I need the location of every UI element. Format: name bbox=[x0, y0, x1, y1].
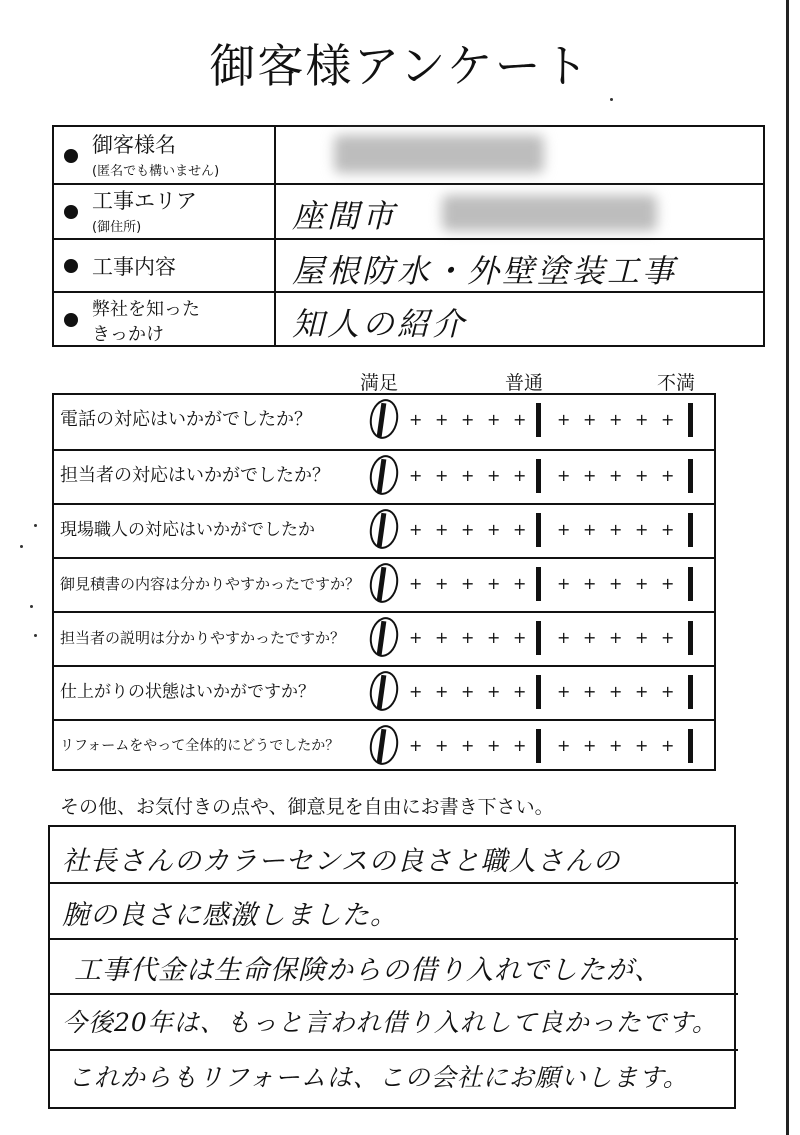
scale-tick-mark[interactable]: + bbox=[461, 520, 475, 539]
scale-tick-mark[interactable]: + bbox=[435, 736, 449, 755]
scale-tick-mark[interactable]: + bbox=[513, 682, 527, 701]
scale-bar-normal[interactable] bbox=[536, 729, 541, 763]
scale-tick-mark[interactable]: + bbox=[435, 410, 449, 429]
scale-tick-mark[interactable]: + bbox=[583, 574, 597, 593]
scale-tick-mark[interactable]: + bbox=[661, 628, 675, 647]
scale-tick-mark[interactable]: + bbox=[435, 466, 449, 485]
scale-tick-mark[interactable]: + bbox=[635, 574, 649, 593]
scale-bar-normal[interactable] bbox=[536, 621, 541, 655]
scale-bar-normal[interactable] bbox=[536, 403, 541, 437]
question-text: 仕上がりの状態はいかがですか？ bbox=[60, 682, 315, 702]
scale-tick-mark[interactable]: + bbox=[661, 736, 675, 755]
scale-tick-mark[interactable]: + bbox=[487, 736, 501, 755]
info-sublabel: きっかけ bbox=[92, 324, 164, 345]
bullet-icon bbox=[64, 205, 78, 219]
scale-tick-mark[interactable]: + bbox=[635, 410, 649, 429]
scan-speck bbox=[610, 98, 613, 101]
scale-tick-mark[interactable]: + bbox=[513, 520, 527, 539]
question-text: 御見積書の内容は分かりやすかったですか？ bbox=[60, 575, 361, 593]
scale-tick-mark[interactable]: + bbox=[557, 520, 571, 539]
info-label: 工事エリア bbox=[92, 189, 197, 213]
info-row-area bbox=[54, 183, 763, 238]
scan-edge-line bbox=[786, 0, 789, 1135]
scale-tick-mark[interactable]: + bbox=[635, 466, 649, 485]
rating-row bbox=[54, 449, 714, 503]
handwritten-area: 座間市 bbox=[292, 197, 398, 235]
scale-tick-mark[interactable]: + bbox=[557, 466, 571, 485]
question-text: リフォームをやって全体的にどうでしたか？ bbox=[60, 738, 340, 754]
rating-row bbox=[54, 395, 714, 449]
info-label-cell bbox=[54, 127, 276, 183]
info-label-cell bbox=[54, 293, 276, 345]
ruled-line bbox=[48, 993, 738, 995]
rating-row bbox=[54, 557, 714, 611]
scale-label-unsatisfied: 不満 bbox=[657, 372, 696, 394]
comment-prompt: その他、お気付きの点や、御意見を自由にお書き下さい。 bbox=[60, 796, 554, 818]
scale-tick-mark[interactable]: + bbox=[513, 628, 527, 647]
rating-table bbox=[52, 393, 716, 771]
question-text: 現場職人の対応はいかがでしたか bbox=[60, 520, 315, 540]
rating-row bbox=[54, 503, 714, 557]
redacted-address bbox=[442, 195, 657, 231]
scale-tick-mark[interactable]: + bbox=[487, 520, 501, 539]
comment-line: 腕の良さに感激しました。 bbox=[62, 900, 398, 931]
scale-bar-unsatisfied[interactable] bbox=[688, 459, 693, 493]
scale-bar-unsatisfied[interactable] bbox=[688, 567, 693, 601]
scale-tick-mark[interactable]: + bbox=[583, 466, 597, 485]
bullet-icon bbox=[64, 259, 78, 273]
scale-tick-mark[interactable]: + bbox=[609, 466, 623, 485]
scale-tick-mark[interactable]: + bbox=[609, 574, 623, 593]
ruled-line bbox=[48, 938, 738, 940]
scale-tick-mark[interactable]: + bbox=[409, 682, 423, 701]
info-row-source bbox=[54, 291, 763, 345]
question-text: 電話の対応はいかがでしたか？ bbox=[60, 409, 312, 430]
scale-tick-mark[interactable]: + bbox=[487, 574, 501, 593]
scan-speck bbox=[30, 605, 33, 608]
scale-tick-mark[interactable]: + bbox=[635, 520, 649, 539]
info-label-cell bbox=[54, 185, 276, 238]
info-sublabel: (匿名でも構いません) bbox=[92, 164, 220, 179]
comment-line: 工事代金は生命保険からの借り入れでしたが、 bbox=[74, 955, 662, 986]
scale-tick-mark[interactable]: + bbox=[661, 466, 675, 485]
info-sublabel: (御住所) bbox=[92, 220, 142, 235]
scale-tick-mark[interactable]: + bbox=[661, 410, 675, 429]
ruled-line bbox=[48, 1049, 738, 1051]
info-label: 工事内容 bbox=[92, 255, 176, 279]
scale-tick-mark[interactable]: + bbox=[513, 410, 527, 429]
scan-speck bbox=[34, 524, 37, 527]
scale-bar-normal[interactable] bbox=[536, 567, 541, 601]
scale-tick-mark[interactable]: + bbox=[609, 736, 623, 755]
scale-tick-mark[interactable]: + bbox=[461, 682, 475, 701]
scale-tick-mark[interactable]: + bbox=[635, 628, 649, 647]
scale-tick-mark[interactable]: + bbox=[609, 628, 623, 647]
scale-tick-mark[interactable]: + bbox=[583, 410, 597, 429]
scale-tick-mark[interactable]: + bbox=[661, 574, 675, 593]
info-label-cell bbox=[54, 240, 276, 291]
scale-tick-mark[interactable]: + bbox=[435, 574, 449, 593]
scale-label-satisfied: 満足 bbox=[360, 372, 399, 394]
scale-tick-mark[interactable]: + bbox=[661, 520, 675, 539]
scan-speck bbox=[34, 634, 37, 637]
rating-row bbox=[54, 719, 714, 773]
scale-tick-mark[interactable]: + bbox=[461, 410, 475, 429]
scale-tick-mark[interactable]: + bbox=[435, 682, 449, 701]
scale-tick-mark[interactable]: + bbox=[557, 682, 571, 701]
scale-tick-mark[interactable]: + bbox=[583, 520, 597, 539]
scale-bar-normal[interactable] bbox=[536, 513, 541, 547]
info-label: 御客様名 bbox=[92, 133, 176, 157]
scale-tick-mark[interactable]: + bbox=[635, 682, 649, 701]
rating-row bbox=[54, 665, 714, 719]
scale-tick-mark[interactable]: + bbox=[513, 574, 527, 593]
handwritten-source: 知人の紹介 bbox=[292, 305, 468, 343]
bullet-icon bbox=[64, 149, 78, 163]
question-text: 担当者の説明は分かりやすかったですか？ bbox=[60, 629, 346, 647]
question-text: 担当者の対応はいかがでしたか？ bbox=[60, 465, 330, 486]
redacted-name bbox=[334, 135, 544, 173]
scale-tick-mark[interactable]: + bbox=[609, 410, 623, 429]
comment-box bbox=[48, 825, 736, 1109]
handwritten-work: 屋根防水・外壁塗装工事 bbox=[292, 252, 678, 290]
scale-tick-mark[interactable]: + bbox=[513, 736, 527, 755]
scale-tick-mark[interactable]: + bbox=[487, 682, 501, 701]
info-row-work bbox=[54, 238, 763, 291]
scale-tick-mark[interactable]: + bbox=[661, 682, 675, 701]
scale-bar-unsatisfied[interactable] bbox=[688, 513, 693, 547]
scale-bar-unsatisfied[interactable] bbox=[688, 403, 693, 437]
scan-speck bbox=[20, 545, 23, 548]
scale-bar-unsatisfied[interactable] bbox=[688, 621, 693, 655]
bullet-icon bbox=[64, 313, 78, 327]
customer-info-table bbox=[52, 125, 765, 347]
scale-tick-mark[interactable]: + bbox=[461, 466, 475, 485]
scale-tick-mark[interactable]: + bbox=[487, 410, 501, 429]
scale-bar-normal[interactable] bbox=[536, 675, 541, 709]
scale-tick-mark[interactable]: + bbox=[409, 466, 423, 485]
scale-tick-mark[interactable]: + bbox=[409, 574, 423, 593]
scale-bar-unsatisfied[interactable] bbox=[688, 675, 693, 709]
scale-tick-mark[interactable]: + bbox=[583, 736, 597, 755]
comment-line: 社長さんのカラーセンスの良さと職人さんの bbox=[62, 846, 621, 877]
scale-tick-mark[interactable]: + bbox=[583, 628, 597, 647]
scale-bar-normal[interactable] bbox=[536, 459, 541, 493]
scale-tick-mark[interactable]: + bbox=[435, 628, 449, 647]
scale-tick-mark[interactable]: + bbox=[557, 574, 571, 593]
scale-tick-mark[interactable]: + bbox=[609, 682, 623, 701]
scale-tick-mark[interactable]: + bbox=[557, 410, 571, 429]
scale-tick-mark[interactable]: + bbox=[409, 736, 423, 755]
scale-tick-mark[interactable]: + bbox=[409, 628, 423, 647]
info-row-name bbox=[54, 127, 763, 183]
scale-tick-mark[interactable]: + bbox=[435, 520, 449, 539]
scale-tick-mark[interactable]: + bbox=[461, 628, 475, 647]
scale-tick-mark[interactable]: + bbox=[583, 682, 597, 701]
scale-tick-mark[interactable]: + bbox=[557, 736, 571, 755]
scale-tick-mark[interactable]: + bbox=[461, 574, 475, 593]
scale-tick-mark[interactable]: + bbox=[487, 628, 501, 647]
comment-line: これからもリフォームは、この会社にお願いします。 bbox=[68, 1063, 689, 1092]
rating-row bbox=[54, 611, 714, 665]
info-label: 弊社を知った bbox=[92, 299, 200, 320]
scale-tick-mark[interactable]: + bbox=[409, 520, 423, 539]
scale-tick-mark[interactable]: + bbox=[513, 466, 527, 485]
ruled-line bbox=[48, 882, 738, 884]
scale-tick-mark[interactable]: + bbox=[609, 520, 623, 539]
scale-tick-mark[interactable]: + bbox=[487, 466, 501, 485]
scale-bar-unsatisfied[interactable] bbox=[688, 729, 693, 763]
scale-tick-mark[interactable]: + bbox=[635, 736, 649, 755]
scale-tick-mark[interactable]: + bbox=[557, 628, 571, 647]
scale-tick-mark[interactable]: + bbox=[409, 410, 423, 429]
page-title: 御客様アンケート bbox=[209, 39, 591, 93]
scale-label-normal: 普通 bbox=[505, 372, 544, 394]
scale-tick-mark[interactable]: + bbox=[461, 736, 475, 755]
comment-line: 今後20年は、もっと言われ借り入れして良かったです。 bbox=[62, 1008, 718, 1037]
